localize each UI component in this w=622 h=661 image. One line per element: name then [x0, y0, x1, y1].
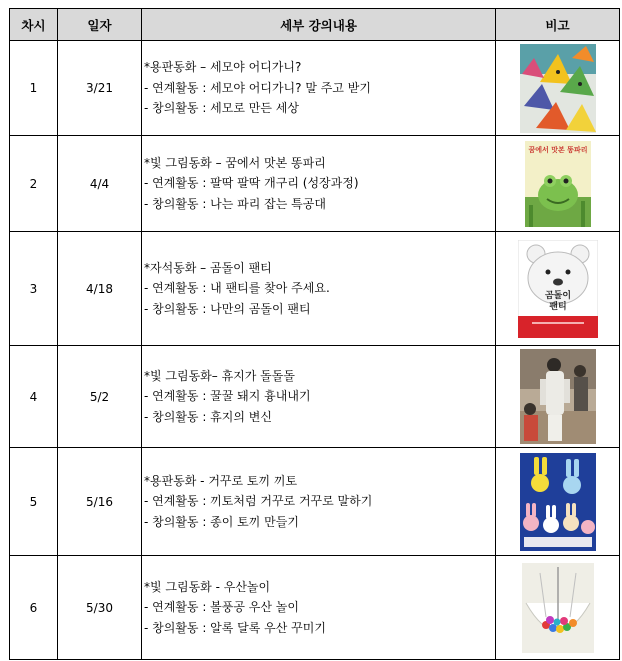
table-row: [10, 41, 620, 136]
session-number: 1: [10, 41, 58, 136]
content-creative-activity: - 창의활동 : 알록 달록 우산 꾸미기: [144, 620, 326, 635]
umbrella-balls-image: [522, 563, 594, 653]
session-number: 3: [10, 232, 58, 346]
content-linked-activity: - 연계활동 : 볼풍공 우산 놀이: [144, 600, 299, 615]
content-creative-activity: - 창의활동 : 나만의 곰돌이 팬티: [144, 301, 311, 316]
table-row: [10, 232, 620, 346]
content-creative-activity: - 창의활동 : 종이 토끼 만들기: [144, 514, 299, 529]
table-row: [10, 448, 620, 556]
content-linked-activity: - 연계활동 : 팔딱 팔딱 개구리 (성장과정): [144, 176, 359, 191]
content-title: *용판동화 – 세모야 어디가니?: [144, 60, 302, 75]
session-date: 5/16: [58, 448, 142, 556]
content-title: *빛 그림동화– 휴지가 돌돌돌: [144, 368, 295, 383]
session-date: 5/2: [58, 346, 142, 448]
content-linked-activity: - 연계활동 : 내 팬티를 찾아 주세요.: [144, 281, 330, 296]
content-creative-activity: - 창의활동 : 세모로 만든 세상: [144, 101, 299, 116]
session-content: [142, 346, 496, 448]
triangle-paper-craft-image: [520, 44, 596, 133]
session-content: [142, 41, 496, 136]
header-date: 일자: [58, 9, 142, 41]
note-cell: [496, 41, 620, 136]
header-content: 세부 강의내용: [142, 9, 496, 41]
content-linked-activity: - 연계활동 : 세모야 어디가니? 말 주고 받기: [144, 80, 371, 95]
paper-rabbits-image: [520, 453, 596, 551]
note-cell: [496, 448, 620, 556]
content-creative-activity: - 창의활동 : 나는 파리 잡는 특공대: [144, 196, 326, 211]
note-cell: [496, 136, 620, 232]
schedule-table: [9, 8, 620, 660]
cover-title-line1: 곰돌이: [544, 290, 571, 301]
session-number: 2: [10, 136, 58, 232]
session-date: 4/4: [58, 136, 142, 232]
table-row: [10, 556, 620, 660]
session-date: 5/30: [58, 556, 142, 660]
session-content: [142, 232, 496, 346]
session-content: [142, 556, 496, 660]
session-date: 3/21: [58, 41, 142, 136]
header-row: [10, 9, 620, 41]
note-cell: [496, 556, 620, 660]
note-cell: [496, 232, 620, 346]
content-linked-activity: - 연계활동 : 꿀꿀 돼지 흉내내기: [144, 389, 311, 404]
cover-title-line2: 팬티: [548, 301, 567, 312]
cover-title: 꿈에서 맛본 똥파리: [528, 145, 587, 154]
content-creative-activity: - 창의활동 : 휴지의 변신: [144, 409, 272, 424]
table-row: [10, 136, 620, 232]
content-title: *자석동화 – 곰돌이 팬티: [144, 260, 272, 275]
session-number: 4: [10, 346, 58, 448]
session-content: [142, 448, 496, 556]
content-linked-activity: - 연계활동 : 끼토처럼 거꾸로 거꾸로 말하기: [144, 494, 373, 509]
note-cell: [496, 346, 620, 448]
session-date: 4/18: [58, 232, 142, 346]
frog-book-cover-image: [525, 141, 591, 227]
content-title: *빛 그림동화 – 꿈에서 맛본 똥파리: [144, 155, 326, 170]
header-session: 차시: [10, 9, 58, 41]
header-note: 비고: [496, 9, 620, 41]
table-row: [10, 346, 620, 448]
content-title: *빛 그림동화 - 우산놀이: [144, 579, 271, 594]
tissue-wrap-activity-photo: [520, 349, 596, 444]
session-number: 5: [10, 448, 58, 556]
session-number: 6: [10, 556, 58, 660]
session-content: [142, 136, 496, 232]
bear-book-cover-image: [518, 240, 598, 338]
content-title: *용판동화 - 거꾸로 토끼 끼토: [144, 473, 298, 488]
